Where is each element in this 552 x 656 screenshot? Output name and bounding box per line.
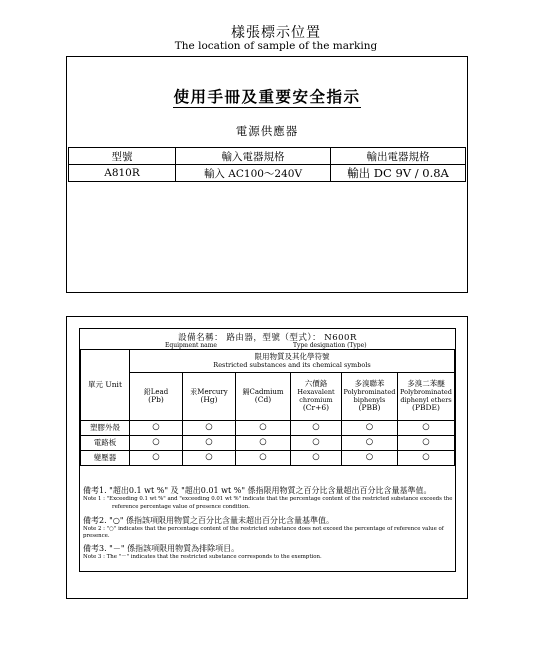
chromium-en: Hexavalent chromium <box>297 388 335 404</box>
chromium-symbol: (Cr+6) <box>302 402 330 412</box>
mark-cell: ○ <box>183 436 236 451</box>
unit-transformer: 變壓器 <box>81 451 130 466</box>
type-designation-en: Type designation (Type) <box>293 342 367 349</box>
mercury-symbol: (Hg) <box>200 395 218 405</box>
manual-label-panel <box>66 56 468 293</box>
page-subtitle-en: The location of sample of the marking <box>174 40 378 52</box>
pbde-en: Polybrominated diphenyl ethers <box>400 388 452 404</box>
note-1-zh: 備考1. "超出0.1 wt %" 及 "超出0.01 wt %" 係指限用物質之百分比含量超出百分比含量基準值。 <box>83 486 432 495</box>
pbb-zh: 多溴聯苯 <box>354 379 385 389</box>
substance-chromium <box>291 373 342 421</box>
mercury-en: Mercury <box>197 388 228 397</box>
note-3-zh: 備考3. "－" 係指該項限用物質為排除項目。 <box>83 544 240 553</box>
mark-cell: ○ <box>236 451 291 466</box>
restricted-header <box>130 350 455 373</box>
mark-cell: ○ <box>183 451 236 466</box>
mercury-zh: 汞 <box>190 388 198 397</box>
mark-cell: ○ <box>183 421 236 436</box>
lead-en: Lead <box>150 388 169 397</box>
pbb-en: Polybrominated biphenyls <box>343 388 396 404</box>
cadmium-en: Cadmium <box>249 388 284 397</box>
unit-header: 單元 Unit <box>81 350 130 421</box>
chromium-zh: 六價鉻 <box>304 379 328 389</box>
mark-cell: ○ <box>130 436 183 451</box>
mark-cell: ○ <box>342 451 398 466</box>
mark-cell: ○ <box>291 436 342 451</box>
mark-cell: ○ <box>398 421 455 436</box>
pbde-zh: 多溴二苯醚 <box>407 379 445 389</box>
note-1-en-cont: reference percentage value of presence condition. <box>112 504 250 510</box>
page-title: 樣張標示位置 <box>231 25 321 41</box>
spec-table <box>68 147 466 182</box>
pbde-symbol: (PBDE) <box>412 402 440 412</box>
restricted-header-zh: 限用物質及其化學符號 <box>254 351 330 361</box>
rohs-declaration <box>79 328 456 572</box>
unit-plastic-housing: 塑膠外殼 <box>81 421 130 436</box>
mark-cell: ○ <box>291 451 342 466</box>
table-row <box>81 451 455 466</box>
mark-cell: ○ <box>342 436 398 451</box>
substance-cadmium <box>236 373 291 421</box>
substance-pbde <box>398 373 455 421</box>
mark-cell: ○ <box>398 436 455 451</box>
substance-pbb <box>342 373 398 421</box>
rohs-header-row-2 <box>81 373 455 421</box>
mark-cell: ○ <box>130 451 183 466</box>
note-2-en: Note 2 : "○" indicates that the percentage content of the restricted substance does not exceed the percentage of reference value of presence. <box>83 526 444 539</box>
rohs-table <box>80 349 455 466</box>
table-row <box>81 436 455 451</box>
cadmium-symbol: (Cd) <box>254 395 272 405</box>
substance-mercury <box>183 373 236 421</box>
spec-value-row <box>69 165 466 182</box>
output-header: 輸出電器規格 <box>331 148 466 165</box>
output-value: 輸出 DC 9V / 0.8A <box>331 165 466 182</box>
lead-zh: 鉛 <box>143 388 151 397</box>
restricted-header-en: Restricted substances and its chemical symbols <box>213 360 371 369</box>
note-2-zh: 備考2. "○" 係指該項限用物質之百分比含量未超出百分比含量基準值。 <box>83 516 335 525</box>
mark-cell: ○ <box>398 451 455 466</box>
note-3-en: Note 3 : The "－" indicates that the restricted substance corresponds to the exemption. <box>83 554 322 560</box>
spec-header-row <box>69 148 466 165</box>
device-line: 設備名稱： 路由器，型號（型式）： N600R <box>178 333 357 343</box>
model-value: A810R <box>69 165 176 182</box>
unit-circuit-board: 電路板 <box>81 436 130 451</box>
input-header: 輸入電器規格 <box>176 148 331 165</box>
equipment-name-en: Equipment name <box>165 342 217 349</box>
mark-cell: ○ <box>236 436 291 451</box>
mark-cell: ○ <box>236 421 291 436</box>
table-row <box>81 421 455 436</box>
model-header: 型號 <box>69 148 176 165</box>
substance-lead <box>130 373 183 421</box>
manual-title: 使用手冊及重要安全指示 <box>173 87 361 106</box>
mark-cell: ○ <box>342 421 398 436</box>
lead-symbol: (Pb) <box>148 395 164 405</box>
mark-cell: ○ <box>130 421 183 436</box>
note-1-en: Note 1 : "Exceeding 0.1 wt %" and "exceeding 0.01 wt %" indicate that the percentage content of the restricted substance exceeds the <box>83 496 453 502</box>
rohs-panel <box>66 316 468 599</box>
pbb-symbol: (PBB) <box>358 402 381 412</box>
power-supply-heading: 電源供應器 <box>235 124 299 138</box>
cadmium-zh: 鎘 <box>242 388 250 397</box>
rohs-header-row-1 <box>81 350 455 373</box>
input-value: 輸入 AC100～240V <box>176 165 331 182</box>
mark-cell: ○ <box>291 421 342 436</box>
